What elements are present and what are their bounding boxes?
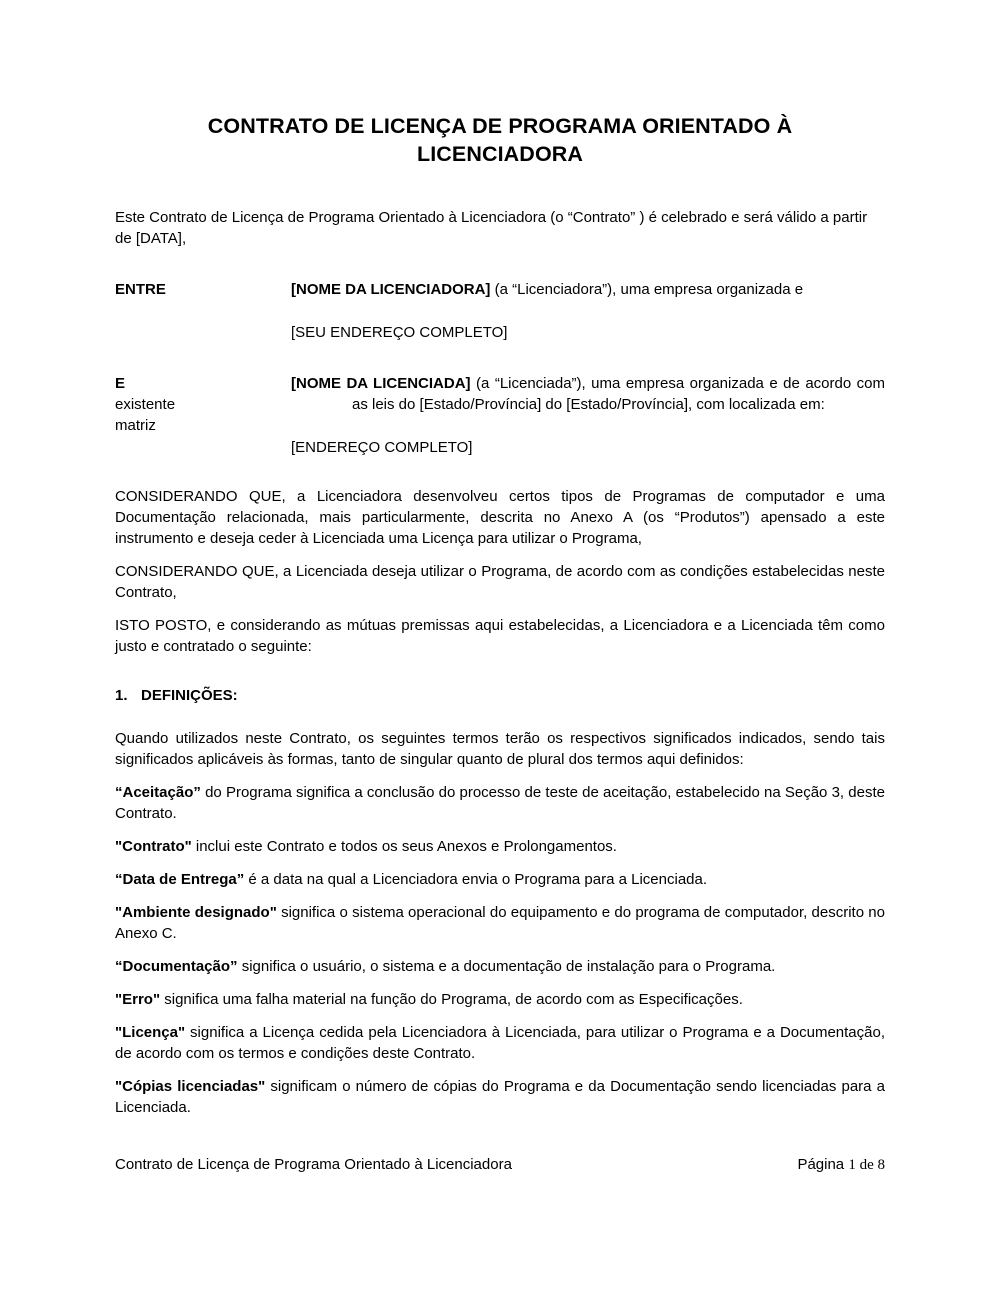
definition-data-de-entrega — [115, 869, 885, 890]
page-footer — [115, 1154, 885, 1176]
definition-term-data-de-entrega: “Data de Entrega” — [115, 871, 245, 888]
definition-body-licenca: significa a Licença cedida pela Licenciadora à Licenciada, para utilizar o Programa e a Documentação, de acordo com os termos e condições deste Contrato. — [115, 1024, 885, 1062]
definition-body-documentacao: significa o usuário, o sistema e a documentação de instalação para o Programa. — [237, 958, 776, 975]
party-label-e — [115, 373, 285, 436]
section-1-lead: Quando utilizados neste Contrato, os seguintes termos terão os respectivos significados indicados, sendo tais significados aplicáveis às formas, tanto de singular quanto de plural dos termos aqui definidos: — [115, 730, 885, 768]
definition-copias-licenciadas — [115, 1076, 885, 1118]
definition-body-ambiente-designado: significa o sistema operacional do equipamento e do programa de computador, descrito no Anexo C. — [115, 904, 885, 942]
title-line-2: LICENCIADORA — [416, 142, 584, 166]
recital-3: ISTO POSTO, e considerando as mútuas premissas aqui estabelecidas, a Licenciadora e a Licenciada têm como justo e contratado o seguinte: — [115, 617, 885, 655]
footer-document-name: Contrato de Licença de Programa Orientado à Licenciadora — [115, 1156, 512, 1173]
definition-documentacao — [115, 956, 885, 977]
licenciadora-descr: (a “Licenciadora”), uma empresa organizada e — [490, 281, 804, 298]
page-content — [115, 0, 885, 1176]
definition-term-aceitacao: “Aceitação” — [115, 784, 201, 801]
definition-aceitacao — [115, 782, 885, 824]
footer-page-indicator — [797, 1154, 885, 1176]
party-body-licenciadora — [291, 279, 885, 300]
party-label-entre: ENTRE — [115, 281, 166, 298]
recital-1: CONSIDERANDO QUE, a Licenciadora desenvolveu certos tipos de Programas de computador e uma Documentação relacionada, mais particularmente, descrita no Anexo A (os “Produtos”) apensado a este instrumento e deseja ceder à Licenciada uma Licença para utilizar o Programa, — [115, 488, 885, 547]
licenciada-name: [NOME DA LICENCIADA] — [291, 375, 471, 392]
intro-paragraph: Este Contrato de Licença de Programa Orientado à Licenciadora (o “Contrato” ) é celebrado e será válido a partir de [DATA], — [115, 209, 868, 247]
party-label-e-line1: E — [115, 375, 126, 392]
definition-body-copias-licenciadas: significam o número de cópias do Programa e da Documentação sendo licenciadas para a Licenciada. — [115, 1078, 885, 1116]
party-row-licenciadora — [115, 279, 885, 300]
party-row-licenciada — [115, 373, 885, 434]
section-1-title: DEFINIÇÕES: — [141, 687, 238, 704]
licenciada-address: [ENDEREÇO COMPLETO] — [291, 439, 473, 456]
licenciadora-address: [SEU ENDEREÇO COMPLETO] — [291, 324, 508, 341]
page-title — [115, 0, 885, 168]
definition-term-ambiente-designado: "Ambiente designado" — [115, 904, 277, 921]
licenciadora-name: [NOME DA LICENCIADORA] — [291, 281, 491, 298]
party-body-licenciada — [291, 373, 885, 415]
definition-term-documentacao: “Documentação” — [115, 958, 238, 975]
definition-term-erro: "Erro" — [115, 991, 161, 1008]
licenciada-descr: (a “Licenciada”), uma empresa organizada e de acordo com as leis do [Estado/Província] do [Estado/Província], com localizada em: — [352, 375, 885, 413]
definition-erro — [115, 989, 885, 1010]
definition-term-licenca: "Licença" — [115, 1024, 186, 1041]
definition-body-aceitacao: do Programa significa a conclusão do processo de teste de aceitação, estabelecido na Seção 3, deste Contrato. — [115, 784, 885, 822]
party-label-e-line3: matriz — [115, 417, 156, 434]
definition-ambiente-designado — [115, 902, 885, 944]
recital-2: CONSIDERANDO QUE, a Licenciada deseja utilizar o Programa, de acordo com as condições estabelecidas neste Contrato, — [115, 563, 885, 601]
definition-term-copias-licenciadas: "Cópias licenciadas" — [115, 1078, 266, 1095]
party-label-e-line2: existente — [115, 396, 176, 413]
footer-page-number: 1 de 8 — [848, 1157, 885, 1173]
footer-page-word: Página — [797, 1156, 845, 1173]
definition-body-contrato: inclui este Contrato e todos os seus Anexos e Prolongamentos. — [191, 838, 617, 855]
definition-body-erro: significa uma falha material na função do Programa, de acordo com as Especificações. — [160, 991, 743, 1008]
title-line-1: CONTRATO DE LICENÇA DE PROGRAMA ORIENTADO À — [207, 114, 793, 138]
definition-contrato — [115, 836, 885, 857]
section-1-number: 1. — [115, 687, 128, 704]
definition-licenca — [115, 1022, 885, 1064]
definition-body-data-de-entrega: é a data na qual a Licenciadora envia o Programa para a Licenciada. — [244, 871, 708, 888]
definition-term-contrato: "Contrato" — [115, 838, 192, 855]
section-1-heading — [115, 685, 885, 706]
